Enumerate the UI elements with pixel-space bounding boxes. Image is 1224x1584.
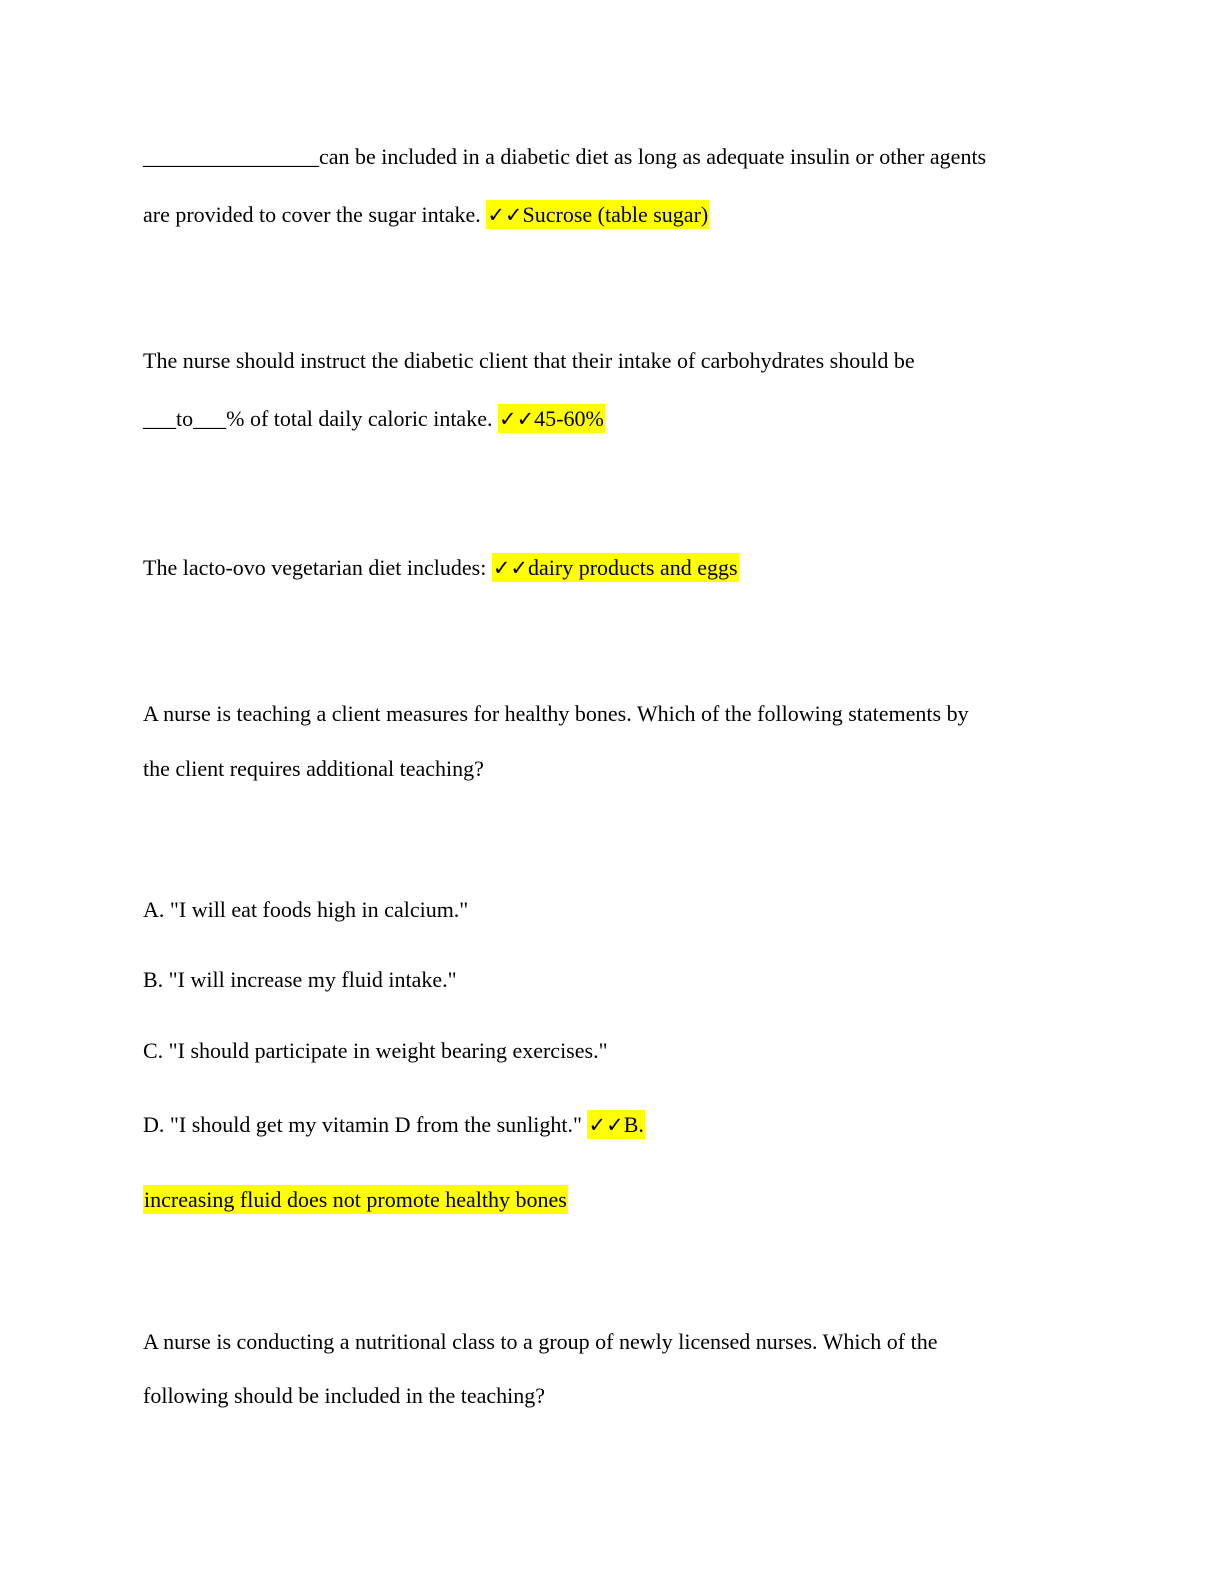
question-5-line-1: A nurse is conducting a nutritional class to a group of newly licensed nurses. Which of the xyxy=(143,1329,938,1354)
question-2-line-2 xyxy=(143,405,605,433)
answer-highlight xyxy=(486,200,709,229)
answer-text: Sucrose (table sugar) xyxy=(522,202,709,227)
answer-text: dairy products and eggs xyxy=(528,555,738,580)
double-check-icon: ✓✓ xyxy=(492,556,529,580)
question-5-line-2: following should be included in the teaching? xyxy=(143,1383,546,1408)
question-3-text: The lacto-ovo vegetarian diet includes: xyxy=(143,555,492,580)
question-4-line-2: the client requires additional teaching? xyxy=(143,756,484,781)
question-1-line-2 xyxy=(143,201,709,229)
answer-text: 45-60% xyxy=(534,406,604,431)
double-check-icon: ✓✓ xyxy=(588,1113,624,1137)
option-b: B. "I will increase my fluid intake." xyxy=(143,967,457,992)
question-2-text: ___to___% of total daily caloric intake. xyxy=(143,406,498,431)
question-3-line-1 xyxy=(143,554,739,582)
question-2-line-1: The nurse should instruct the diabetic client that their intake of carbohydrates should be xyxy=(143,348,915,373)
option-d-text: D. "I should get my vitamin D from the sunlight." xyxy=(143,1112,588,1137)
option-c: C. "I should participate in weight bearing exercises." xyxy=(143,1038,608,1063)
question-1-text: are provided to cover the sugar intake. xyxy=(143,202,487,227)
answer-highlight xyxy=(498,404,605,433)
answer-text: B. xyxy=(623,1112,644,1137)
question-4-line-1: A nurse is teaching a client measures for healthy bones. Which of the following statements by xyxy=(143,701,969,726)
answer-highlight xyxy=(492,553,739,582)
answer-highlight xyxy=(587,1110,644,1139)
rationale-line xyxy=(143,1186,568,1214)
rationale-highlight: increasing fluid does not promote healthy bones xyxy=(144,1187,567,1212)
question-1-line-1: ________________can be included in a diabetic diet as long as adequate insulin or other agents xyxy=(143,144,987,169)
double-check-icon: ✓✓ xyxy=(498,407,535,431)
option-a: A. "I will eat foods high in calcium." xyxy=(143,897,469,922)
double-check-icon: ✓✓ xyxy=(487,203,523,227)
option-d xyxy=(143,1111,645,1139)
